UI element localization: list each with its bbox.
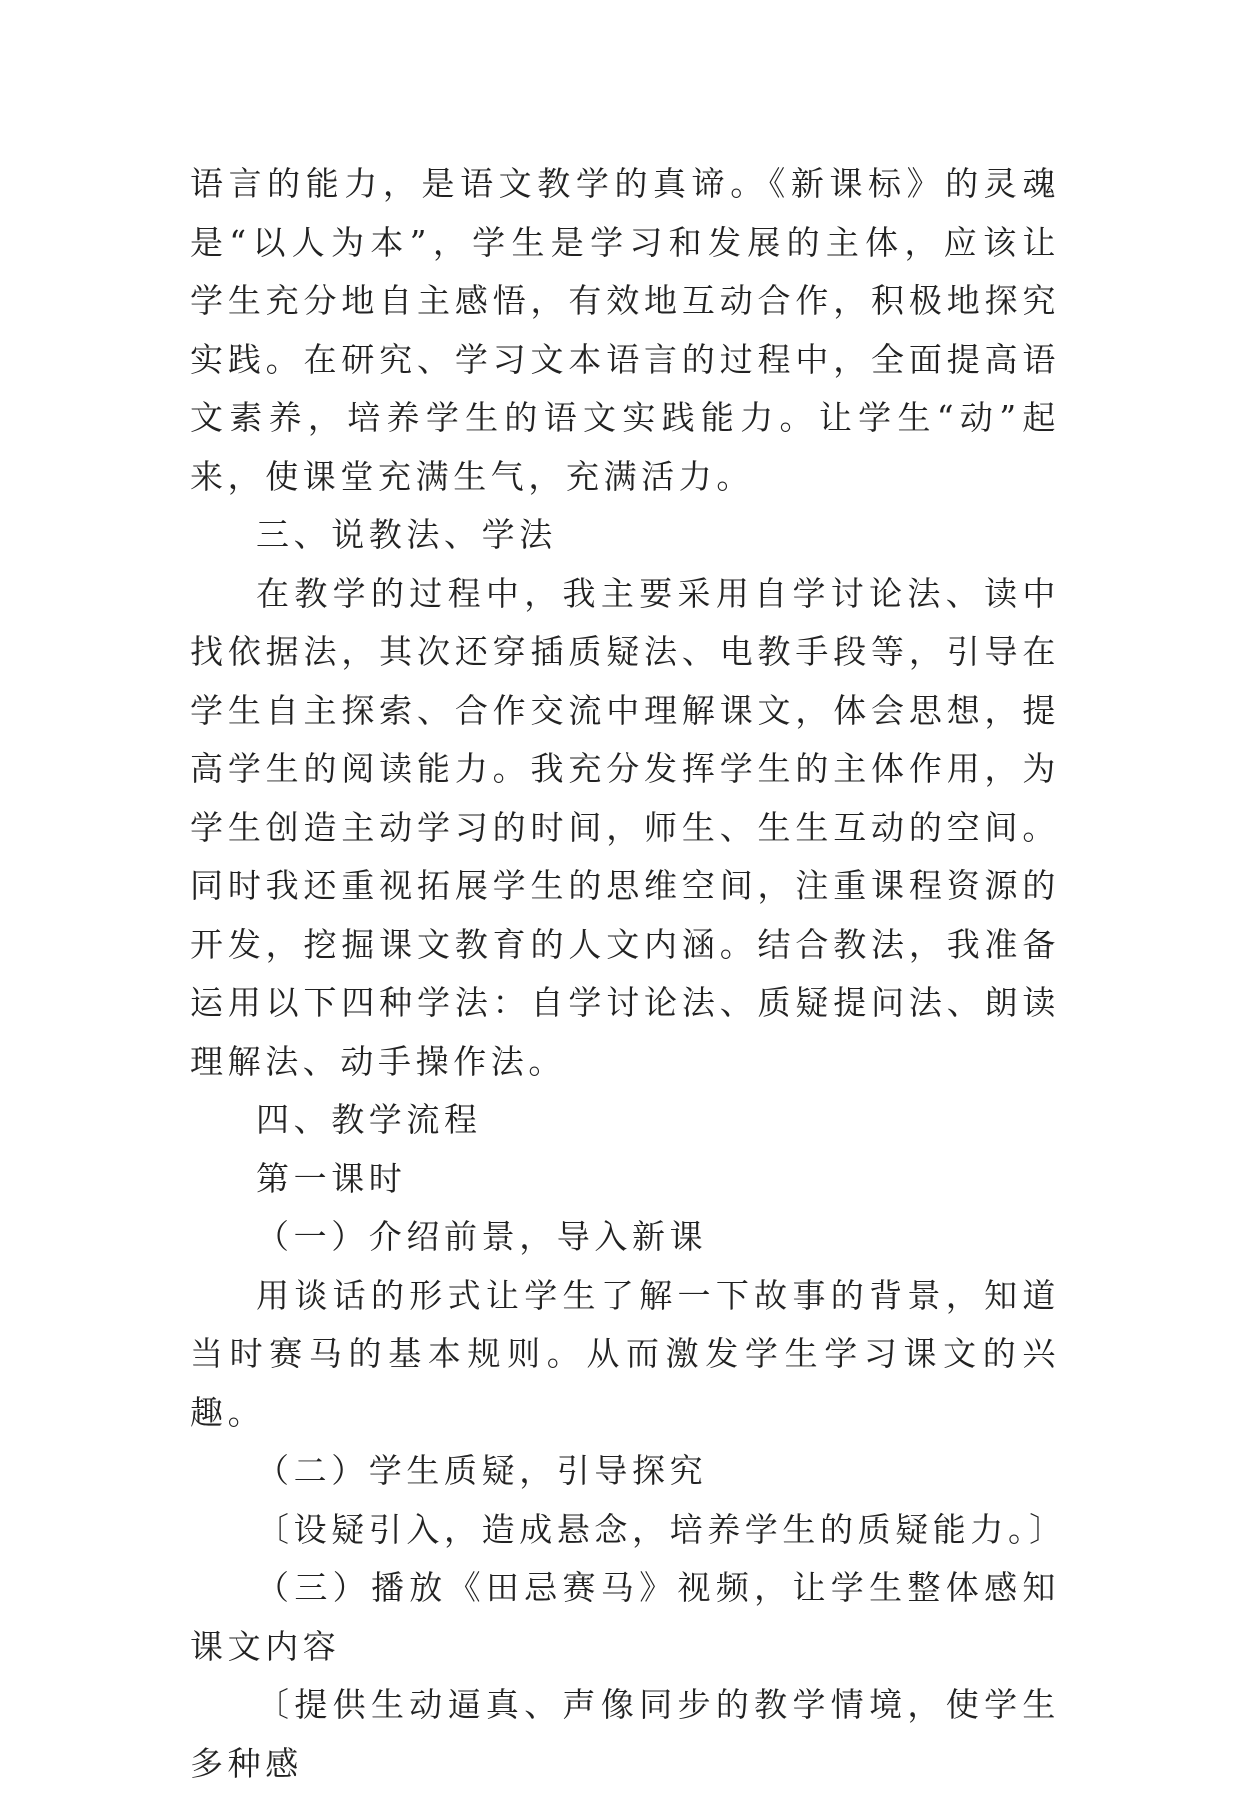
- paragraph-continued-intro: 语言的能力，是语文教学的真谛。《新课标》的灵魂是“以人为本”，学生是学习和发展的主体，应该让学生充分地自主感悟，有效地互动合作，积极地探究实践。在研究、学习文本语言的过程中，全面提高语文素养，培养学生的语文实践能力。让学生“动”起来，使课堂充满生气，充满活力。: [190, 164, 1060, 496]
- paragraph-teaching-methods: 在教学的过程中，我主要采用自学讨论法、读中找依据法，其次还穿插质疑法、电教手段等，引导在学生自主探索、合作交流中理解课文，体会思想，提高学生的阅读能力。我充分发挥学生的主体作用，为学生创造主动学习的时间，师生、生生互动的空间。同时我还重视拓展学生的思维空间，注重课程资源的开发，挖掘课文教育的人文内涵。结合教法，我准备运用以下四种学法：自学讨论法、质疑提问法、朗读理解法、动手操作法。: [190, 573, 1060, 1081]
- heading-step-two: （二）学生质疑，引导探究: [256, 1451, 708, 1490]
- paragraph-step-three-note: 〔提供生动逼真、声像同步的教学情境，使学生多种感: [190, 1685, 1060, 1783]
- heading-step-three: （三）播放《田忌赛马》视频，让学生整体感知课文内容: [190, 1568, 1060, 1666]
- heading-first-lesson: 第一课时: [256, 1158, 407, 1198]
- heading-step-one: （一）介绍前景，导入新课: [256, 1217, 708, 1256]
- heading-teaching-methods: 三、说教法、学法: [256, 515, 557, 554]
- document-body: [190, 155, 1067, 1793]
- paragraph-step-one: 用谈话的形式让学生了解一下故事的背景，知道当时赛马的基本规则。从而激发学生学习课文的兴趣。: [190, 1275, 1060, 1432]
- heading-teaching-process: 四、教学流程: [256, 1100, 482, 1139]
- paragraph-step-two-note: 〔设疑引入，造成悬念，培养学生的质疑能力。〕: [256, 1509, 1067, 1549]
